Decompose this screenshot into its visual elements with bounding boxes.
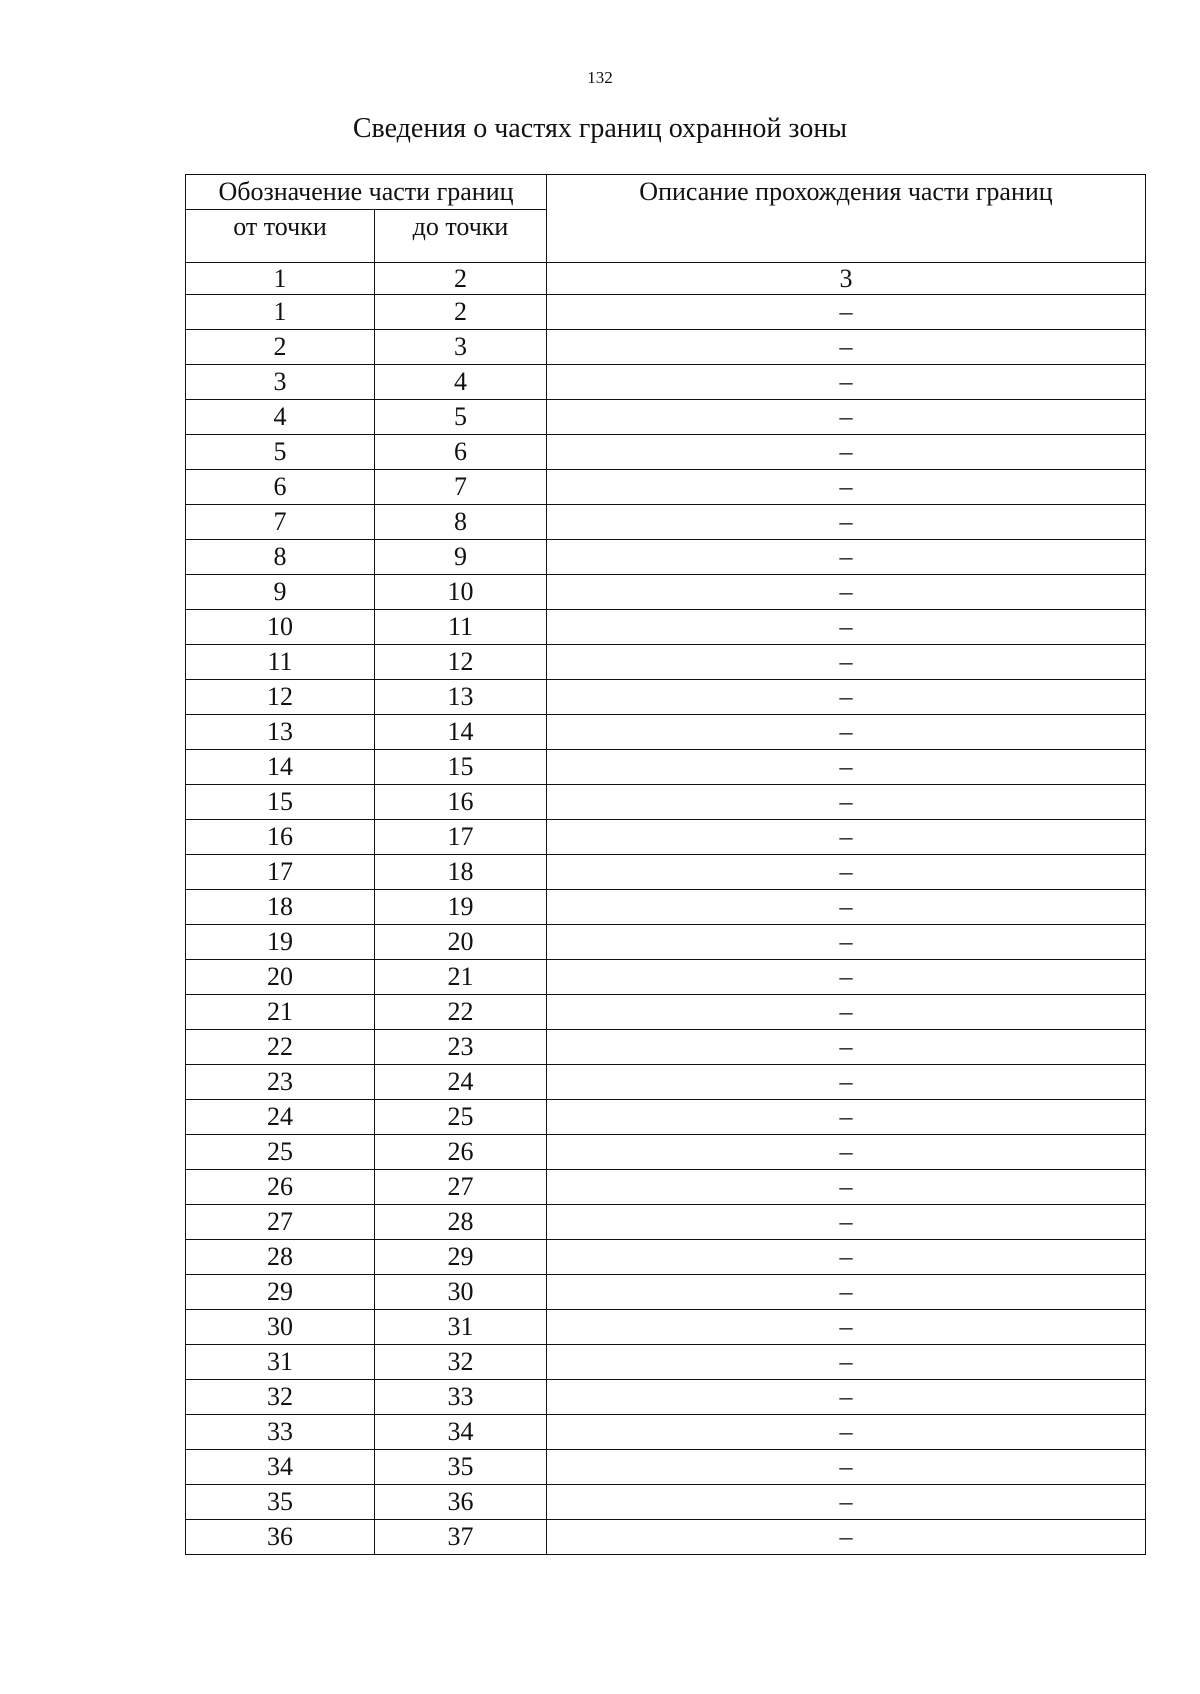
table-row xyxy=(186,1065,1146,1100)
table-row xyxy=(186,1415,1146,1450)
table-row xyxy=(186,470,1146,505)
to-point-cell: 36 xyxy=(375,1485,547,1520)
to-point-cell: 18 xyxy=(375,855,547,890)
to-point-cell: 29 xyxy=(375,1240,547,1275)
description-cell: – xyxy=(547,1240,1146,1275)
table-row xyxy=(186,295,1146,330)
description-cell: – xyxy=(547,400,1146,435)
to-point-cell: 12 xyxy=(375,645,547,680)
to-point-cell: 10 xyxy=(375,575,547,610)
description-cell: – xyxy=(547,1485,1146,1520)
from-point-cell: 2 xyxy=(186,330,375,365)
description-cell: – xyxy=(547,1450,1146,1485)
to-point-cell: 27 xyxy=(375,1170,547,1205)
table-row xyxy=(186,1275,1146,1310)
description-cell: – xyxy=(547,540,1146,575)
description-cell: – xyxy=(547,785,1146,820)
description-cell: – xyxy=(547,645,1146,680)
table-row xyxy=(186,575,1146,610)
description-cell: – xyxy=(547,575,1146,610)
from-point-cell: 33 xyxy=(186,1415,375,1450)
from-point-cell: 10 xyxy=(186,610,375,645)
description-cell: – xyxy=(547,680,1146,715)
from-point-cell: 19 xyxy=(186,925,375,960)
description-cell: – xyxy=(547,1135,1146,1170)
table-row xyxy=(186,1310,1146,1345)
to-point-cell: 19 xyxy=(375,890,547,925)
description-cell: – xyxy=(547,855,1146,890)
table-row xyxy=(186,1345,1146,1380)
from-point-cell: 15 xyxy=(186,785,375,820)
table-row xyxy=(186,855,1146,890)
to-point-cell: 26 xyxy=(375,1135,547,1170)
table-row xyxy=(186,1170,1146,1205)
to-point-cell: 28 xyxy=(375,1205,547,1240)
description-cell: – xyxy=(547,1030,1146,1065)
description-cell: – xyxy=(547,435,1146,470)
column-number-row xyxy=(186,263,1146,295)
from-point-cell: 35 xyxy=(186,1485,375,1520)
from-point-cell: 13 xyxy=(186,715,375,750)
table-body xyxy=(186,263,1146,1555)
from-point-cell: 3 xyxy=(186,365,375,400)
to-point-cell: 21 xyxy=(375,960,547,995)
description-cell: – xyxy=(547,715,1146,750)
column-number-cell: 1 xyxy=(186,263,375,295)
table-row xyxy=(186,960,1146,995)
to-point-cell: 35 xyxy=(375,1450,547,1485)
description-cell: – xyxy=(547,1065,1146,1100)
to-point-cell: 37 xyxy=(375,1520,547,1555)
from-point-cell: 9 xyxy=(186,575,375,610)
page-number: 132 xyxy=(587,68,613,87)
to-point-cell: 15 xyxy=(375,750,547,785)
page-title: Сведения о частях границ охранной зоны xyxy=(352,113,848,144)
to-point-cell: 34 xyxy=(375,1415,547,1450)
to-point-cell: 32 xyxy=(375,1345,547,1380)
to-point-cell: 24 xyxy=(375,1065,547,1100)
boundary-parts-table xyxy=(185,174,1146,1555)
table-row xyxy=(186,505,1146,540)
table-row xyxy=(186,1485,1146,1520)
from-point-cell: 36 xyxy=(186,1520,375,1555)
from-point-cell: 28 xyxy=(186,1240,375,1275)
description-cell: – xyxy=(547,295,1146,330)
from-point-cell: 32 xyxy=(186,1380,375,1415)
description-cell: – xyxy=(547,1275,1146,1310)
from-point-cell: 5 xyxy=(186,435,375,470)
description-cell: – xyxy=(547,820,1146,855)
table-row xyxy=(186,1380,1146,1415)
description-cell: – xyxy=(547,330,1146,365)
table-row xyxy=(186,645,1146,680)
header-to-point: до точки xyxy=(375,210,547,263)
table-row xyxy=(186,820,1146,855)
to-point-cell: 30 xyxy=(375,1275,547,1310)
from-point-cell: 27 xyxy=(186,1205,375,1240)
from-point-cell: 25 xyxy=(186,1135,375,1170)
description-cell: – xyxy=(547,1310,1146,1345)
table-row xyxy=(186,750,1146,785)
to-point-cell: 23 xyxy=(375,1030,547,1065)
table-row xyxy=(186,1240,1146,1275)
table-row xyxy=(186,995,1146,1030)
column-number-cell: 2 xyxy=(375,263,547,295)
to-point-cell: 9 xyxy=(375,540,547,575)
description-cell: – xyxy=(547,890,1146,925)
header-boundary-designation: Обозначение части границ xyxy=(186,175,547,210)
description-cell: – xyxy=(547,995,1146,1030)
table-row xyxy=(186,435,1146,470)
table-row xyxy=(186,680,1146,715)
table-row xyxy=(186,890,1146,925)
table-header xyxy=(186,175,1146,263)
to-point-cell: 14 xyxy=(375,715,547,750)
to-point-cell: 5 xyxy=(375,400,547,435)
table-row xyxy=(186,330,1146,365)
from-point-cell: 26 xyxy=(186,1170,375,1205)
from-point-cell: 21 xyxy=(186,995,375,1030)
to-point-cell: 8 xyxy=(375,505,547,540)
from-point-cell: 14 xyxy=(186,750,375,785)
table-row xyxy=(186,925,1146,960)
description-cell: – xyxy=(547,505,1146,540)
description-cell: – xyxy=(547,1345,1146,1380)
description-cell: – xyxy=(547,960,1146,995)
table-row xyxy=(186,540,1146,575)
from-point-cell: 1 xyxy=(186,295,375,330)
from-point-cell: 24 xyxy=(186,1100,375,1135)
header-from-point: от точки xyxy=(186,210,375,263)
to-point-cell: 4 xyxy=(375,365,547,400)
description-cell: – xyxy=(547,365,1146,400)
from-point-cell: 30 xyxy=(186,1310,375,1345)
description-cell: – xyxy=(547,1170,1146,1205)
to-point-cell: 6 xyxy=(375,435,547,470)
from-point-cell: 17 xyxy=(186,855,375,890)
description-cell: – xyxy=(547,1520,1146,1555)
table-row xyxy=(186,365,1146,400)
from-point-cell: 11 xyxy=(186,645,375,680)
to-point-cell: 25 xyxy=(375,1100,547,1135)
from-point-cell: 12 xyxy=(186,680,375,715)
description-cell: – xyxy=(547,1415,1146,1450)
to-point-cell: 33 xyxy=(375,1380,547,1415)
from-point-cell: 34 xyxy=(186,1450,375,1485)
to-point-cell: 11 xyxy=(375,610,547,645)
table-row xyxy=(186,1030,1146,1065)
table-row xyxy=(186,1520,1146,1555)
to-point-cell: 20 xyxy=(375,925,547,960)
from-point-cell: 18 xyxy=(186,890,375,925)
from-point-cell: 16 xyxy=(186,820,375,855)
table-row xyxy=(186,785,1146,820)
description-cell: – xyxy=(547,470,1146,505)
from-point-cell: 4 xyxy=(186,400,375,435)
from-point-cell: 20 xyxy=(186,960,375,995)
column-number-cell: 3 xyxy=(547,263,1146,295)
to-point-cell: 31 xyxy=(375,1310,547,1345)
table-row xyxy=(186,1205,1146,1240)
table-row xyxy=(186,610,1146,645)
from-point-cell: 31 xyxy=(186,1345,375,1380)
table-row xyxy=(186,1450,1146,1485)
to-point-cell: 7 xyxy=(375,470,547,505)
to-point-cell: 3 xyxy=(375,330,547,365)
table-row xyxy=(186,400,1146,435)
description-cell: – xyxy=(547,1100,1146,1135)
to-point-cell: 22 xyxy=(375,995,547,1030)
to-point-cell: 17 xyxy=(375,820,547,855)
to-point-cell: 13 xyxy=(375,680,547,715)
from-point-cell: 29 xyxy=(186,1275,375,1310)
from-point-cell: 8 xyxy=(186,540,375,575)
to-point-cell: 16 xyxy=(375,785,547,820)
table-row xyxy=(186,1135,1146,1170)
description-cell: – xyxy=(547,750,1146,785)
description-cell: – xyxy=(547,925,1146,960)
description-cell: – xyxy=(547,1380,1146,1415)
description-cell: – xyxy=(547,1205,1146,1240)
from-point-cell: 23 xyxy=(186,1065,375,1100)
from-point-cell: 7 xyxy=(186,505,375,540)
header-description: Описание прохождения части границ xyxy=(547,175,1146,263)
table-row xyxy=(186,715,1146,750)
description-cell: – xyxy=(547,610,1146,645)
table-row xyxy=(186,1100,1146,1135)
to-point-cell: 2 xyxy=(375,295,547,330)
from-point-cell: 22 xyxy=(186,1030,375,1065)
from-point-cell: 6 xyxy=(186,470,375,505)
